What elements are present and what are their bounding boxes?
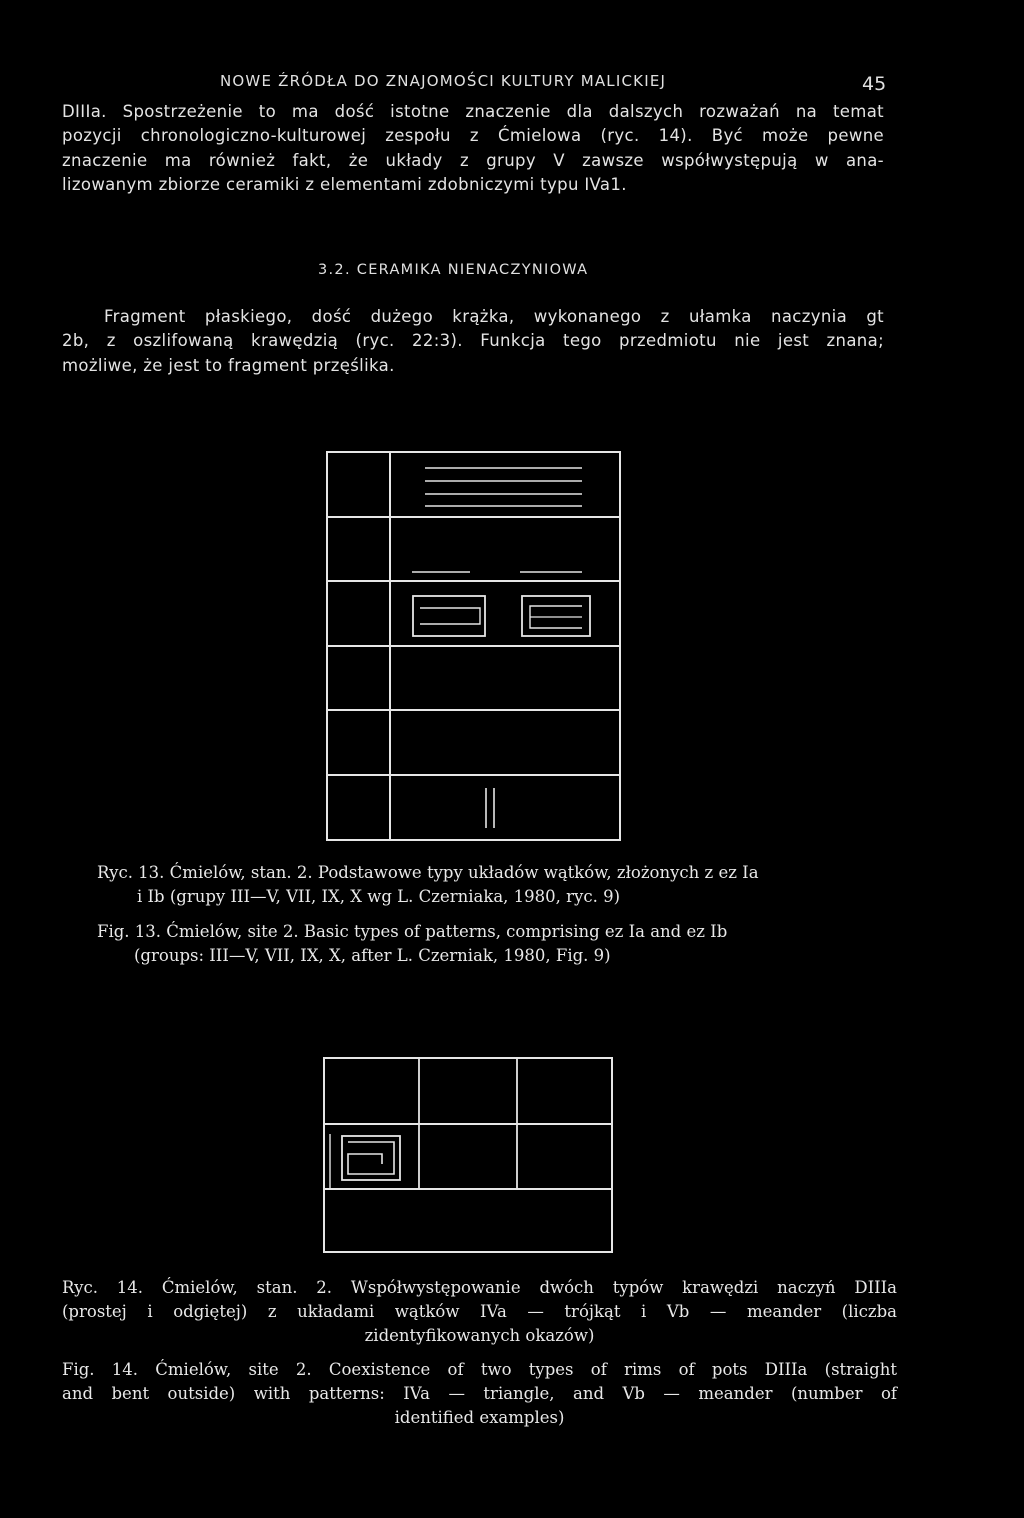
paragraph-line: DIIIa. Spostrzeżenie to ma dość istotne znaczenie dla dalszych rozważań na temat [62, 102, 884, 121]
caption-line: (prostej i odgiętej) z układami wątków IVa — trójkąt i Vb — meander (liczba [62, 1302, 897, 1321]
caption-line: Fig. 14. Ćmielów, site 2. Coexistence of two types of rims of pots DIIIa (straight [62, 1360, 897, 1379]
paragraph-line: 2b, z oszlifowaną krawędzią (ryc. 22:3). Funkcja tego przedmiotu nie jest znana; [62, 331, 884, 351]
section-title: 3.2. CERAMIKA NIENACZYNIOWA [318, 262, 589, 278]
figure-13-caption [62, 861, 884, 968]
paragraph-line: pozycji chronologiczno-kulturowej zespołu z Ćmielowa (ryc. 14). Być może pewne [62, 126, 884, 146]
paragraph-1 [62, 100, 884, 198]
caption-line: zidentyfikowanych okazów) [364, 1326, 595, 1345]
paragraph-line: znaczenie ma również fakt, że układy z grupy V zawsze współwystępują w ana- [62, 150, 884, 170]
caption-line: Ryc. 14. Ćmielów, stan. 2. Współwystępowanie dwóch typów krawędzi naczyń DIIIa [62, 1278, 897, 1297]
paragraph-line: Fragment płaskiego, dość dużego krążka, wykonanego z ułamka naczynia gt [104, 307, 884, 326]
caption-line: Ryc. 13. Ćmielów, stan. 2. Podstawowe typy układów wątków, złożonych z ez Ia [97, 863, 759, 882]
caption-line: and bent outside) with patterns: IVa — triangle, and Vb — meander (number of [62, 1384, 897, 1403]
paragraph-2 [62, 305, 884, 378]
paragraph-line: możliwe, że jest to fragment przęślika. [62, 355, 395, 375]
figure-13-pattern-diagram [320, 448, 626, 844]
running-header: NOWE ŹRÓDŁA DO ZNAJOMOŚCI KULTURY MALICKIEJ [220, 72, 667, 90]
caption-line: Fig. 13. Ćmielów, site 2. Basic types of patterns, comprising ez Ia and ez Ib [97, 922, 728, 941]
caption-line: i Ib (grupy III—V, VII, IX, X wg L. Czerniaka, 1980, ryc. 9) [137, 887, 621, 906]
paragraph-line: lizowanym zbiorze ceramiki z elementami zdobniczymi typu IVa1. [62, 175, 627, 195]
caption-line: (groups: III—V, VII, IX, X, after L. Czerniak, 1980, Fig. 9) [134, 946, 611, 965]
figure-14-rim-pattern-diagram [318, 1052, 618, 1258]
page-number: 45 [862, 73, 887, 95]
caption-line: identified examples) [394, 1408, 565, 1427]
figure-14-caption [62, 1276, 897, 1430]
